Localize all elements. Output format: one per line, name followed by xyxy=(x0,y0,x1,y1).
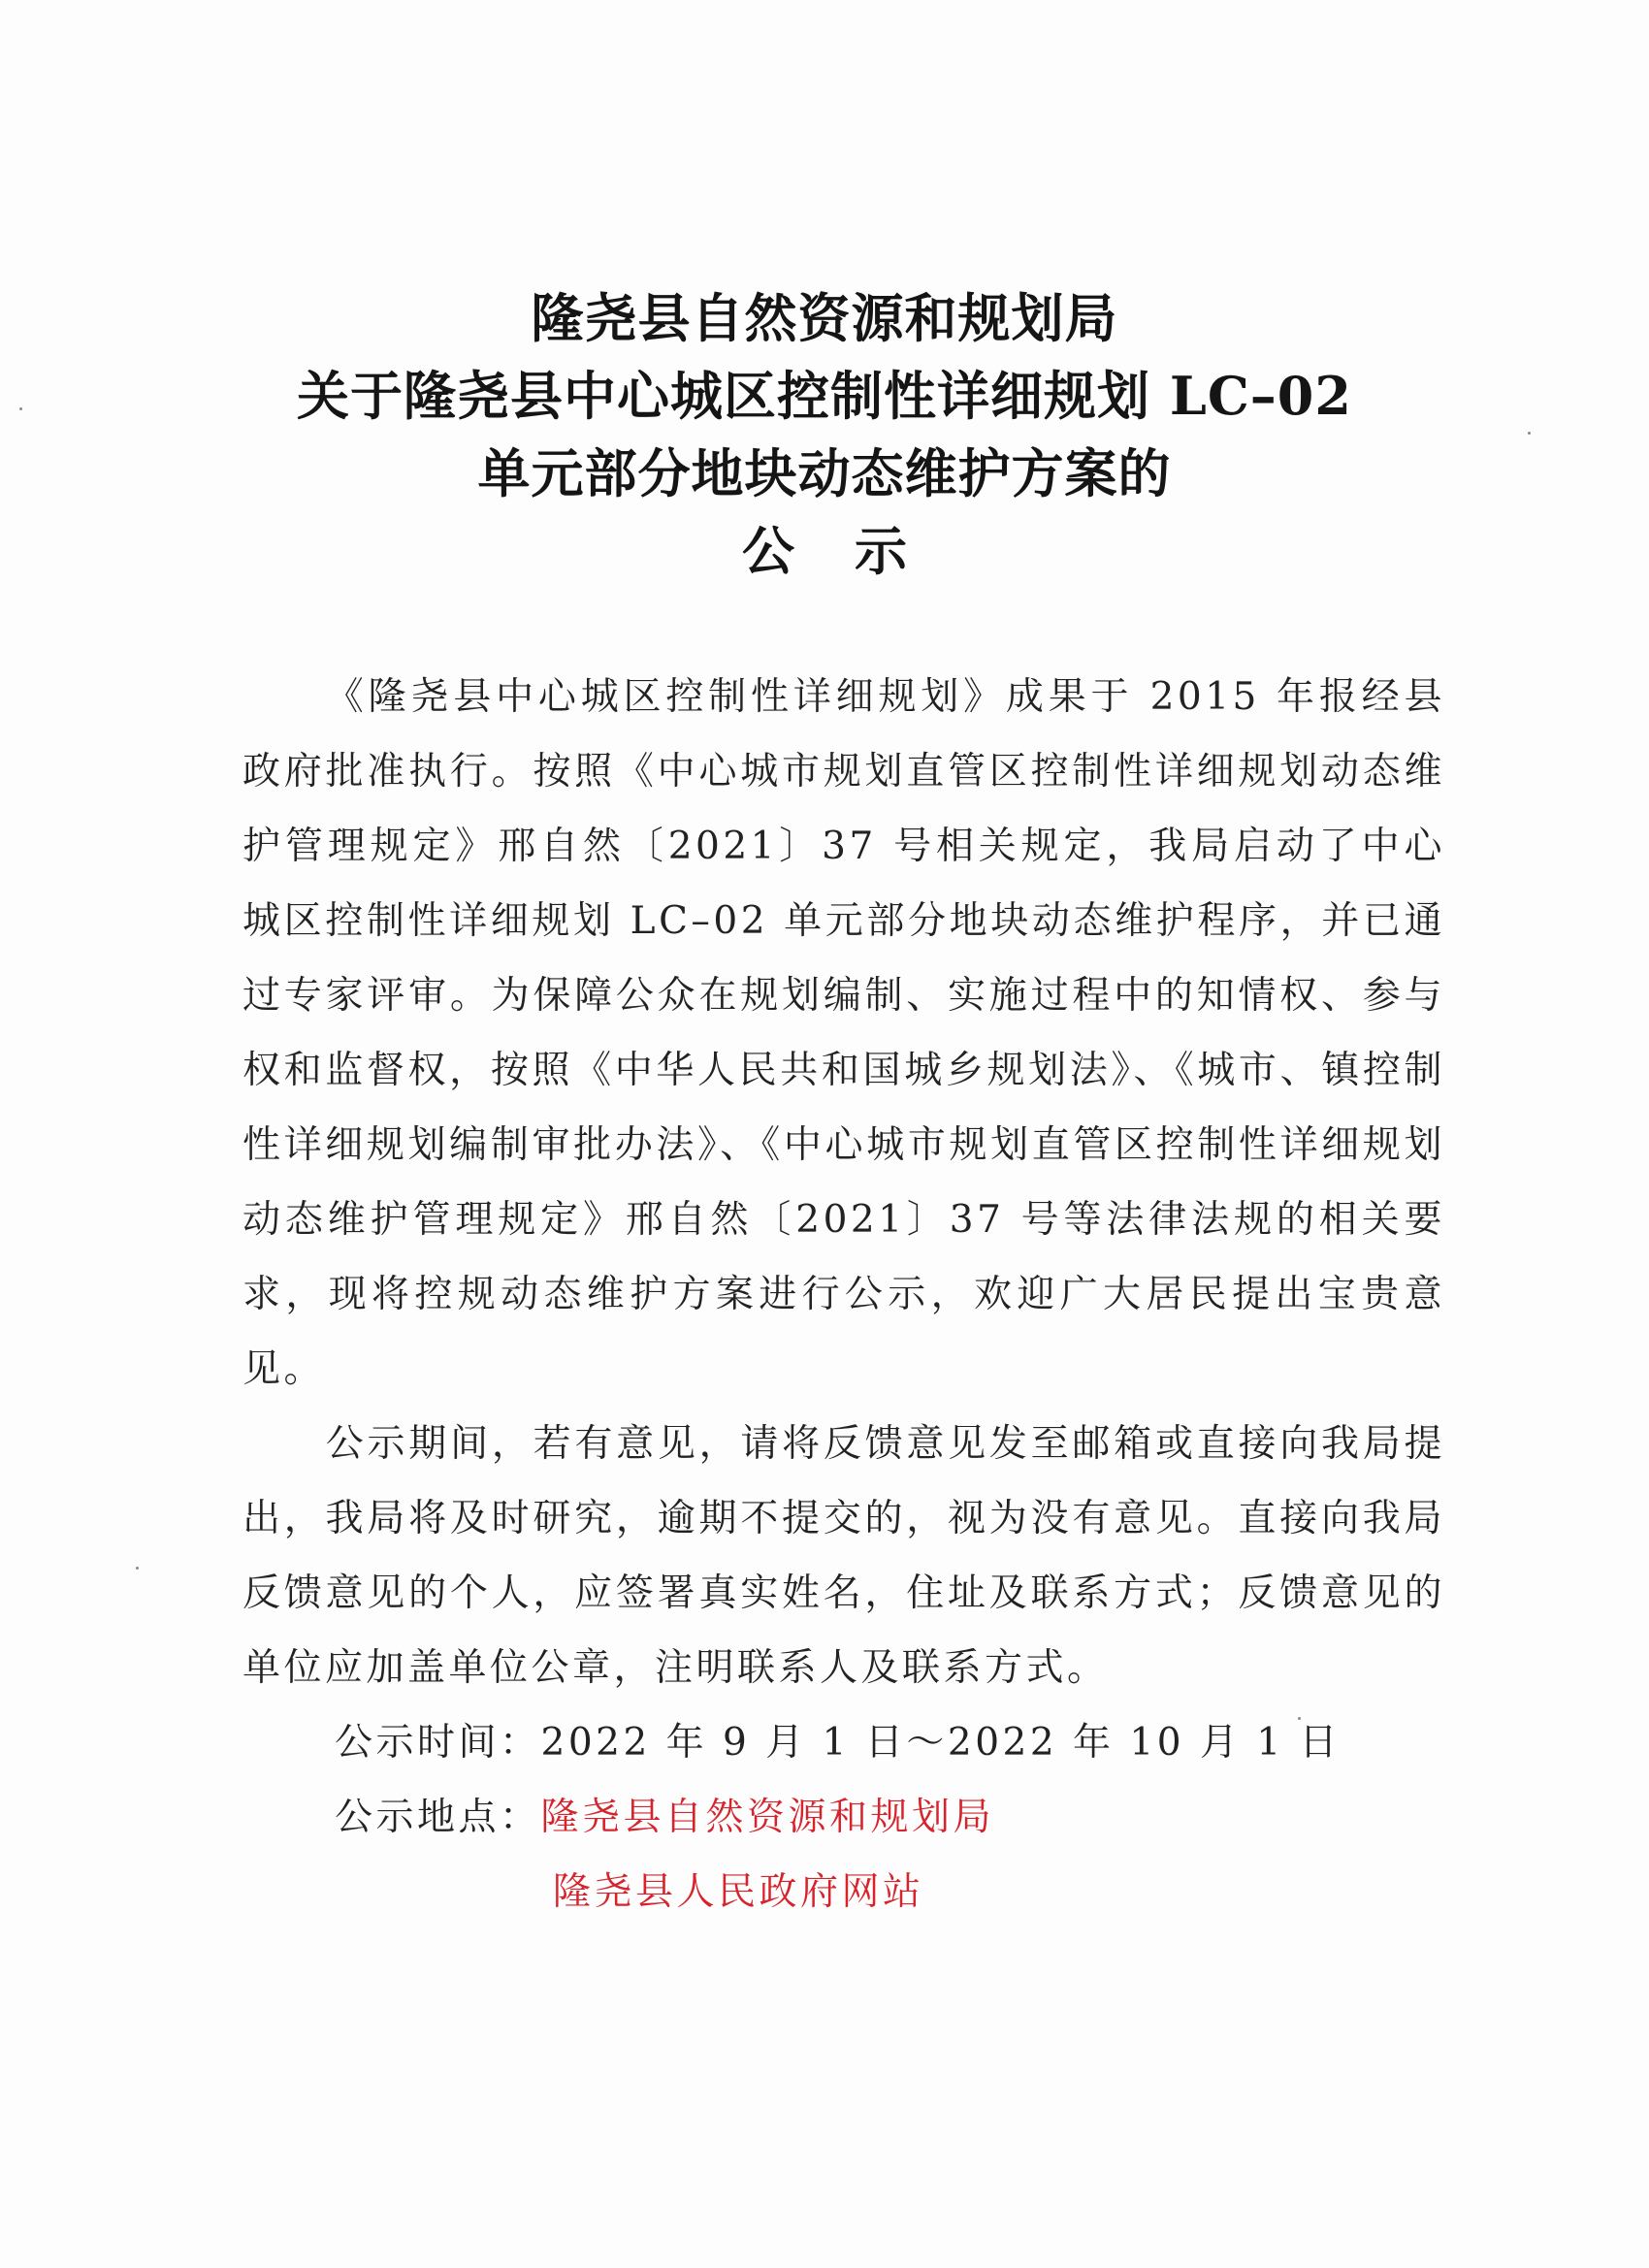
document-body xyxy=(242,660,1445,1929)
document-title xyxy=(146,279,1504,590)
notice-time-row xyxy=(242,1705,1445,1780)
notice-time-label: 公示时间： xyxy=(335,1721,541,1765)
title-line-4: 公示 xyxy=(742,520,967,582)
notice-place-2: 隆尧县人民政府网站 xyxy=(553,1870,924,1914)
scan-speck xyxy=(136,1567,139,1570)
paragraph-2: 公示期间，若有意见，请将反馈意见发至邮箱或直接向我局提出，我局将及时研究，逾期不提交的，视为没有意见。直接向我局反馈意见的个人，应签署真实姓名，住址及联系方式；反馈意见的单位应加盖单位公章，注明联系人及联系方式。 xyxy=(242,1422,1445,1690)
notice-place-label: 公示地点： xyxy=(335,1796,541,1839)
scan-speck xyxy=(1528,432,1531,435)
title-line-3: 单元部分地块动态维护方案的 xyxy=(477,442,1172,504)
title-line-2: 关于隆尧县中心城区控制性详细规划 LC–02 xyxy=(297,365,1352,427)
scan-speck xyxy=(19,407,22,410)
title-line-1: 隆尧县自然资源和规划局 xyxy=(531,287,1118,349)
notice-place-1: 隆尧县自然资源和规划局 xyxy=(540,1796,995,1839)
notice-time-value: 2022 年 9 月 1 日～2022 年 10 月 1 日 xyxy=(540,1721,1342,1765)
paragraph-1: 《隆尧县中心城区控制性详细规划》成果于 2015 年报经县政府批准执行。按照《中心城市规划直管区控制性详细规划动态维护管理规定》邢自然〔2021〕37 号相关规定，我局启动了中心城区控制性详细规划 LC–02 单元部分地块动态维护程序，并已通过专家评审。为保障公众在规划编制、实施过程中的知情权、参与权和监督权，按照《中华人民共和国城乡规划法》、《城市、镇控制性详细规划编制审批办法》、《中心城市规划直管区控制性详细规划动态维护管理规定》邢自然〔2021〕37 号等法律法规的相关要求，现将控规动态维护方案进行公示，欢迎广大居民提出宝贵意见。 xyxy=(242,675,1445,1391)
notice-place-row-2 xyxy=(242,1855,1445,1929)
notice-place-row xyxy=(242,1780,1445,1855)
